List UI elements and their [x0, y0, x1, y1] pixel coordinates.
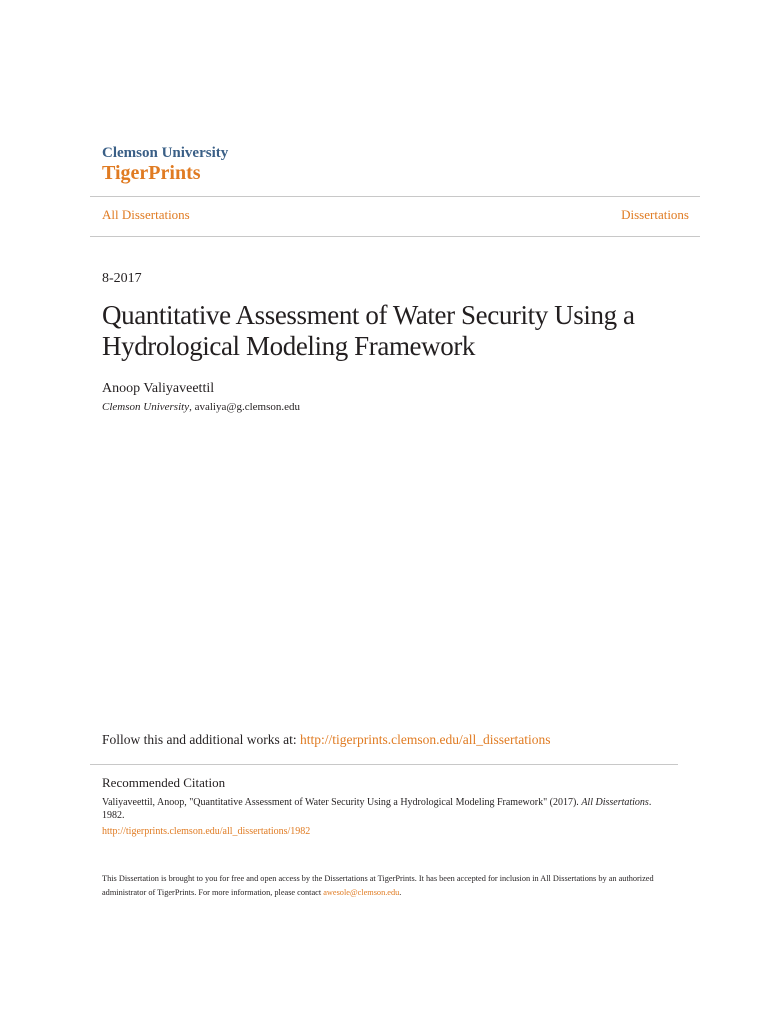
contact-email-link[interactable]: awesole@clemson.edu [323, 888, 400, 897]
follow-label: Follow this and additional works at: [102, 732, 300, 747]
author-affiliation [102, 400, 300, 414]
nav-divider [90, 236, 700, 237]
footer-notice [102, 872, 677, 900]
follow-line [102, 732, 550, 748]
repository-name: TigerPrints [102, 162, 201, 184]
footer-end: . [399, 888, 402, 897]
university-name: Clemson University [102, 145, 229, 161]
affiliation-institution: Clemson University [102, 401, 190, 413]
citation-url-link[interactable]: http://tigerprints.clemson.edu/all_dissertations/1982 [102, 826, 311, 837]
citation-body: Valiyaveettil, Anoop, "Quantitative Assessment of Water Security Using a Hydrological Modeling Framework" (2017). [102, 797, 582, 808]
repository-brand [102, 144, 228, 184]
author-email: avaliya@g.clemson.edu [194, 401, 301, 413]
affiliation-separator: , [189, 401, 195, 413]
footer-text: This Dissertation is brought to you for free and open access by the Dissertations at TigerPrints. It has been accepted for inclusion in All Dissertations by an authorized administrator of TigerPrints. For more information, please contact [102, 874, 654, 897]
citation-series: All Dissertations [581, 797, 649, 808]
citation-text [102, 796, 662, 822]
all-dissertations-link[interactable]: All Dissertations [102, 207, 190, 222]
citation-number: . 1982. [102, 797, 652, 821]
top-divider [90, 196, 700, 197]
dissertations-link[interactable]: Dissertations [621, 207, 689, 222]
follow-url-link[interactable]: http://tigerprints.clemson.edu/all_dissertations [300, 732, 551, 747]
citation-heading: Recommended Citation [102, 775, 226, 790]
document-title: Quantitative Assessment of Water Security Using a Hydrological Modeling Framework [102, 300, 635, 361]
citation-divider [90, 764, 678, 765]
author-name: Anoop Valiyaveettil [102, 381, 215, 396]
publication-date: 8-2017 [102, 271, 142, 286]
